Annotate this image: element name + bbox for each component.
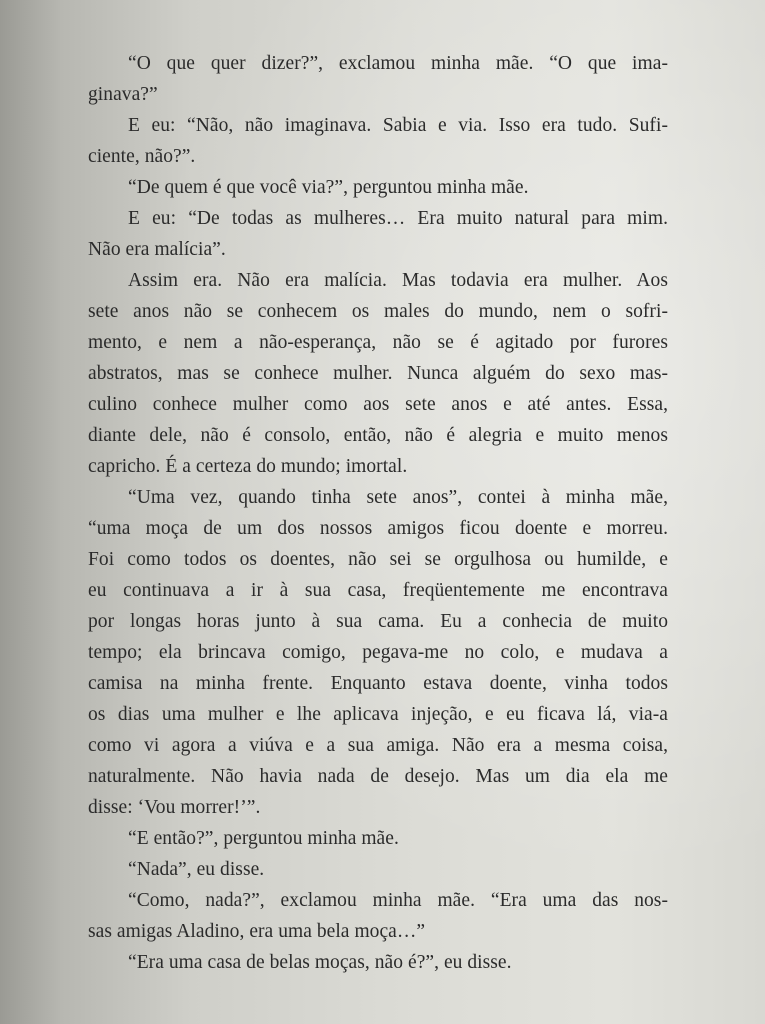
text-line: tempo; ela brincava comigo, pegava-me no colo, e mudava a — [88, 642, 668, 663]
text-line: “E então?”, perguntou minha mãe. — [128, 828, 399, 849]
text-line: capricho. É a certeza do mundo; imortal. — [88, 456, 408, 477]
text-line: sas amigas Aladino, era uma bela moça…” — [88, 921, 426, 942]
text-line: “Uma vez, quando tinha sete anos”, contei à minha mãe, — [128, 487, 668, 508]
text-line: E eu: “De todas as mulheres… Era muito natural para mim. — [128, 208, 668, 229]
text-line: Não era malícia”. — [88, 239, 226, 260]
text-line: disse: ‘Vou morrer!’”. — [88, 797, 261, 818]
text-line: sete anos não se conhecem os males do mundo, nem o sofri- — [88, 301, 668, 322]
text-line: “O que quer dizer?”, exclamou minha mãe. “O que ima- — [128, 53, 668, 74]
text-line: diante dele, não é consolo, então, não é alegria e muito menos — [88, 425, 668, 446]
text-line: eu continuava a ir à sua casa, freqüentemente me encontrava — [88, 580, 668, 601]
text-line: Foi como todos os doentes, não sei se orgulhosa ou humilde, e — [88, 549, 668, 570]
text-line: ciente, não?”. — [88, 146, 196, 167]
text-line: “Era uma casa de belas moças, não é?”, eu disse. — [128, 952, 512, 973]
text-line: “Como, nada?”, exclamou minha mãe. “Era uma das nos- — [128, 890, 668, 911]
text-line: “Nada”, eu disse. — [128, 859, 265, 880]
text-line: “uma moça de um dos nossos amigos ficou doente e morreu. — [88, 518, 668, 539]
text-line: E eu: “Não, não imaginava. Sabia e via. Isso era tudo. Sufi- — [128, 115, 668, 136]
text-line: por longas horas junto à sua cama. Eu a conhecia de muito — [88, 611, 668, 632]
text-line: ginava?” — [88, 84, 158, 105]
text-line: camisa na minha frente. Enquanto estava doente, vinha todos — [88, 673, 668, 694]
text-line: mento, e nem a não-esperança, não se é agitado por furores — [88, 332, 668, 353]
text-line: culino conhece mulher como aos sete anos e até antes. Essa, — [88, 394, 668, 415]
text-line: abstratos, mas se conhece mulher. Nunca alguém do sexo mas- — [88, 363, 668, 384]
text-line: Assim era. Não era malícia. Mas todavia era mulher. Aos — [128, 270, 668, 291]
text-line: “De quem é que você via?”, perguntou minha mãe. — [128, 177, 529, 198]
page-text — [88, 48, 668, 978]
text-line: os dias uma mulher e lhe aplicava injeção, e eu ficava lá, via-a — [88, 704, 668, 725]
text-line: naturalmente. Não havia nada de desejo. Mas um dia ela me — [88, 766, 668, 787]
text-line: como vi agora a viúva e a sua amiga. Não era a mesma coisa, — [88, 735, 668, 756]
